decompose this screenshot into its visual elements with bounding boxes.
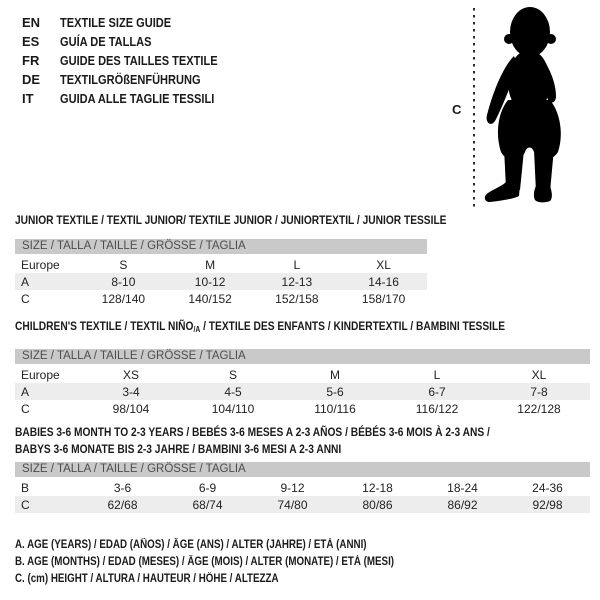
size-cell: L: [293, 257, 301, 272]
footnote-age-months: B. AGE (MONTHS) / EDAD (MESES) / ÂGE (MOIS) / ALTER (MONATE) / ETÀ (MESI): [15, 556, 395, 569]
language-row: [22, 51, 245, 70]
children-table-grid: [15, 366, 590, 417]
height-cell: 116/122: [415, 401, 459, 416]
language-row: [22, 32, 245, 51]
babies-size-table: [15, 424, 590, 513]
size-cell: S: [228, 367, 237, 382]
footnote-height: C. (cm) HEIGHT / ALTURA / HAUTEUR / HÖHE / ALTEZZA: [15, 573, 279, 586]
table-row: [15, 256, 427, 273]
size-cell: M: [330, 367, 340, 382]
age-cell: 14-16: [340, 273, 427, 290]
height-cell: 92/98: [505, 496, 590, 513]
age-cell: 18-24: [447, 480, 478, 495]
language-code: ES: [22, 34, 40, 49]
row-label: C: [15, 496, 80, 513]
footnote-age-years: A. AGE (YEARS) / EDAD (AÑOS) / ÂGE (ANS) / ALTER (JAHRE) / ETÀ (ANNI): [15, 539, 367, 551]
age-cell: 9-12: [280, 480, 305, 495]
language-title: GUÍA DE TALLAS: [60, 34, 152, 49]
junior-size-table: [15, 213, 447, 307]
height-cell: 152/158: [275, 291, 319, 306]
language-title: GUIDE DES TAILLES TEXTILE: [60, 53, 218, 68]
age-cell: 24-36: [532, 480, 563, 495]
size-header-bar: SIZE / TALLA / TAILLE / GRÖSSE / TAGLIA: [15, 239, 427, 254]
table-row: [15, 383, 590, 400]
row-label: A: [15, 273, 80, 290]
language-title: TEXTILE SIZE GUIDE: [60, 15, 172, 30]
table-row: [15, 273, 427, 290]
table-row: [15, 496, 590, 513]
row-label: A: [15, 383, 80, 400]
junior-table-grid: [15, 256, 427, 307]
height-cell: 158/170: [361, 291, 406, 306]
height-cell: 104/110: [211, 401, 255, 416]
children-title-text: CHILDREN'S TEXTILE / TEXTIL NIÑO: [15, 319, 194, 333]
language-code: FR: [22, 53, 40, 68]
height-cell: 98/104: [112, 401, 150, 416]
babies-table-grid: [15, 479, 590, 513]
size-cell: S: [119, 257, 128, 272]
size-cell: L: [433, 367, 441, 382]
language-title: GUIDA ALLE TAGLIE TESSILI: [60, 91, 215, 106]
age-cell: 4-5: [182, 383, 284, 400]
height-cell: 110/116: [314, 401, 356, 416]
age-cell: 5-6: [284, 383, 386, 400]
babies-table-title-line2: BABYS 3-6 MONATE BIS 2-3 JAHRE / BAMBINI 3-6 MESI A 2-3 ANNI: [15, 442, 342, 456]
language-code: IT: [22, 91, 34, 106]
row-label: C: [21, 291, 30, 306]
age-cell: 7-8: [488, 383, 590, 400]
footnotes: [15, 537, 461, 589]
babies-table-title-line1: BABIES 3-6 MONTH TO 2-3 YEARS / BEBÉS 3-6 MESES A 2-3 AÑOS / BÉBÉS 3-6 MOIS À 2-3 ANS /: [15, 425, 490, 439]
baby-silhouette-illustration: [450, 0, 600, 215]
height-cell: 68/74: [165, 496, 250, 513]
height-cell: 128/140: [101, 291, 146, 306]
age-cell: 6-9: [198, 480, 217, 495]
size-cell: XL: [531, 367, 547, 382]
height-cell: 80/86: [335, 496, 420, 513]
row-label: B: [21, 480, 30, 495]
age-cell: 3-4: [80, 383, 182, 400]
height-cell: 122/128: [517, 401, 561, 416]
language-row: [22, 89, 245, 108]
baby-silhouette: [485, 7, 561, 202]
table-row: [15, 479, 590, 496]
table-row: [15, 400, 590, 417]
children-size-table: [15, 320, 590, 417]
size-cell: XL: [376, 257, 391, 272]
age-cell: 12-18: [362, 480, 393, 495]
size-header-bar: SIZE / TALLA / TAILLE / GRÖSSE / TAGLIA: [15, 462, 590, 477]
height-cell: 74/80: [250, 496, 335, 513]
language-code: EN: [22, 15, 41, 30]
height-measure-label: C: [452, 102, 462, 117]
size-cell: XS: [122, 367, 139, 382]
row-label: C: [21, 401, 30, 416]
age-cell: 8-10: [80, 273, 167, 290]
language-row: [22, 70, 245, 89]
language-title: TEXTILGRÖßENFÜHRUNG: [60, 72, 201, 87]
language-code: DE: [22, 72, 41, 87]
age-cell: 12-13: [254, 273, 341, 290]
height-cell: 140/152: [188, 291, 232, 306]
language-list: [22, 13, 245, 108]
table-row: [15, 290, 427, 307]
language-row: [22, 13, 245, 32]
junior-table-title: JUNIOR TEXTILE / TEXTIL JUNIOR/ TEXTILE JUNIOR / JUNIORTEXTIL / JUNIOR TESSILE: [15, 213, 447, 227]
age-cell: 10-12: [167, 273, 254, 290]
row-label: Europe: [21, 367, 60, 382]
children-title-subscript: /A: [193, 325, 201, 334]
size-cell: M: [205, 257, 216, 272]
height-cell: 62/68: [80, 496, 165, 513]
age-cell: 3-6: [113, 480, 132, 495]
table-row: [15, 366, 590, 383]
height-cell: 86/92: [420, 496, 505, 513]
size-header-bar: SIZE / TALLA / TAILLE / GRÖSSE / TAGLIA: [15, 349, 590, 364]
row-label: Europe: [21, 257, 60, 272]
age-cell: 6-7: [386, 383, 488, 400]
children-table-title: [15, 320, 505, 336]
children-title-text: / TEXTILE DES ENFANTS / KINDERTEXTIL / BAMBINI TESSILE: [200, 319, 505, 333]
